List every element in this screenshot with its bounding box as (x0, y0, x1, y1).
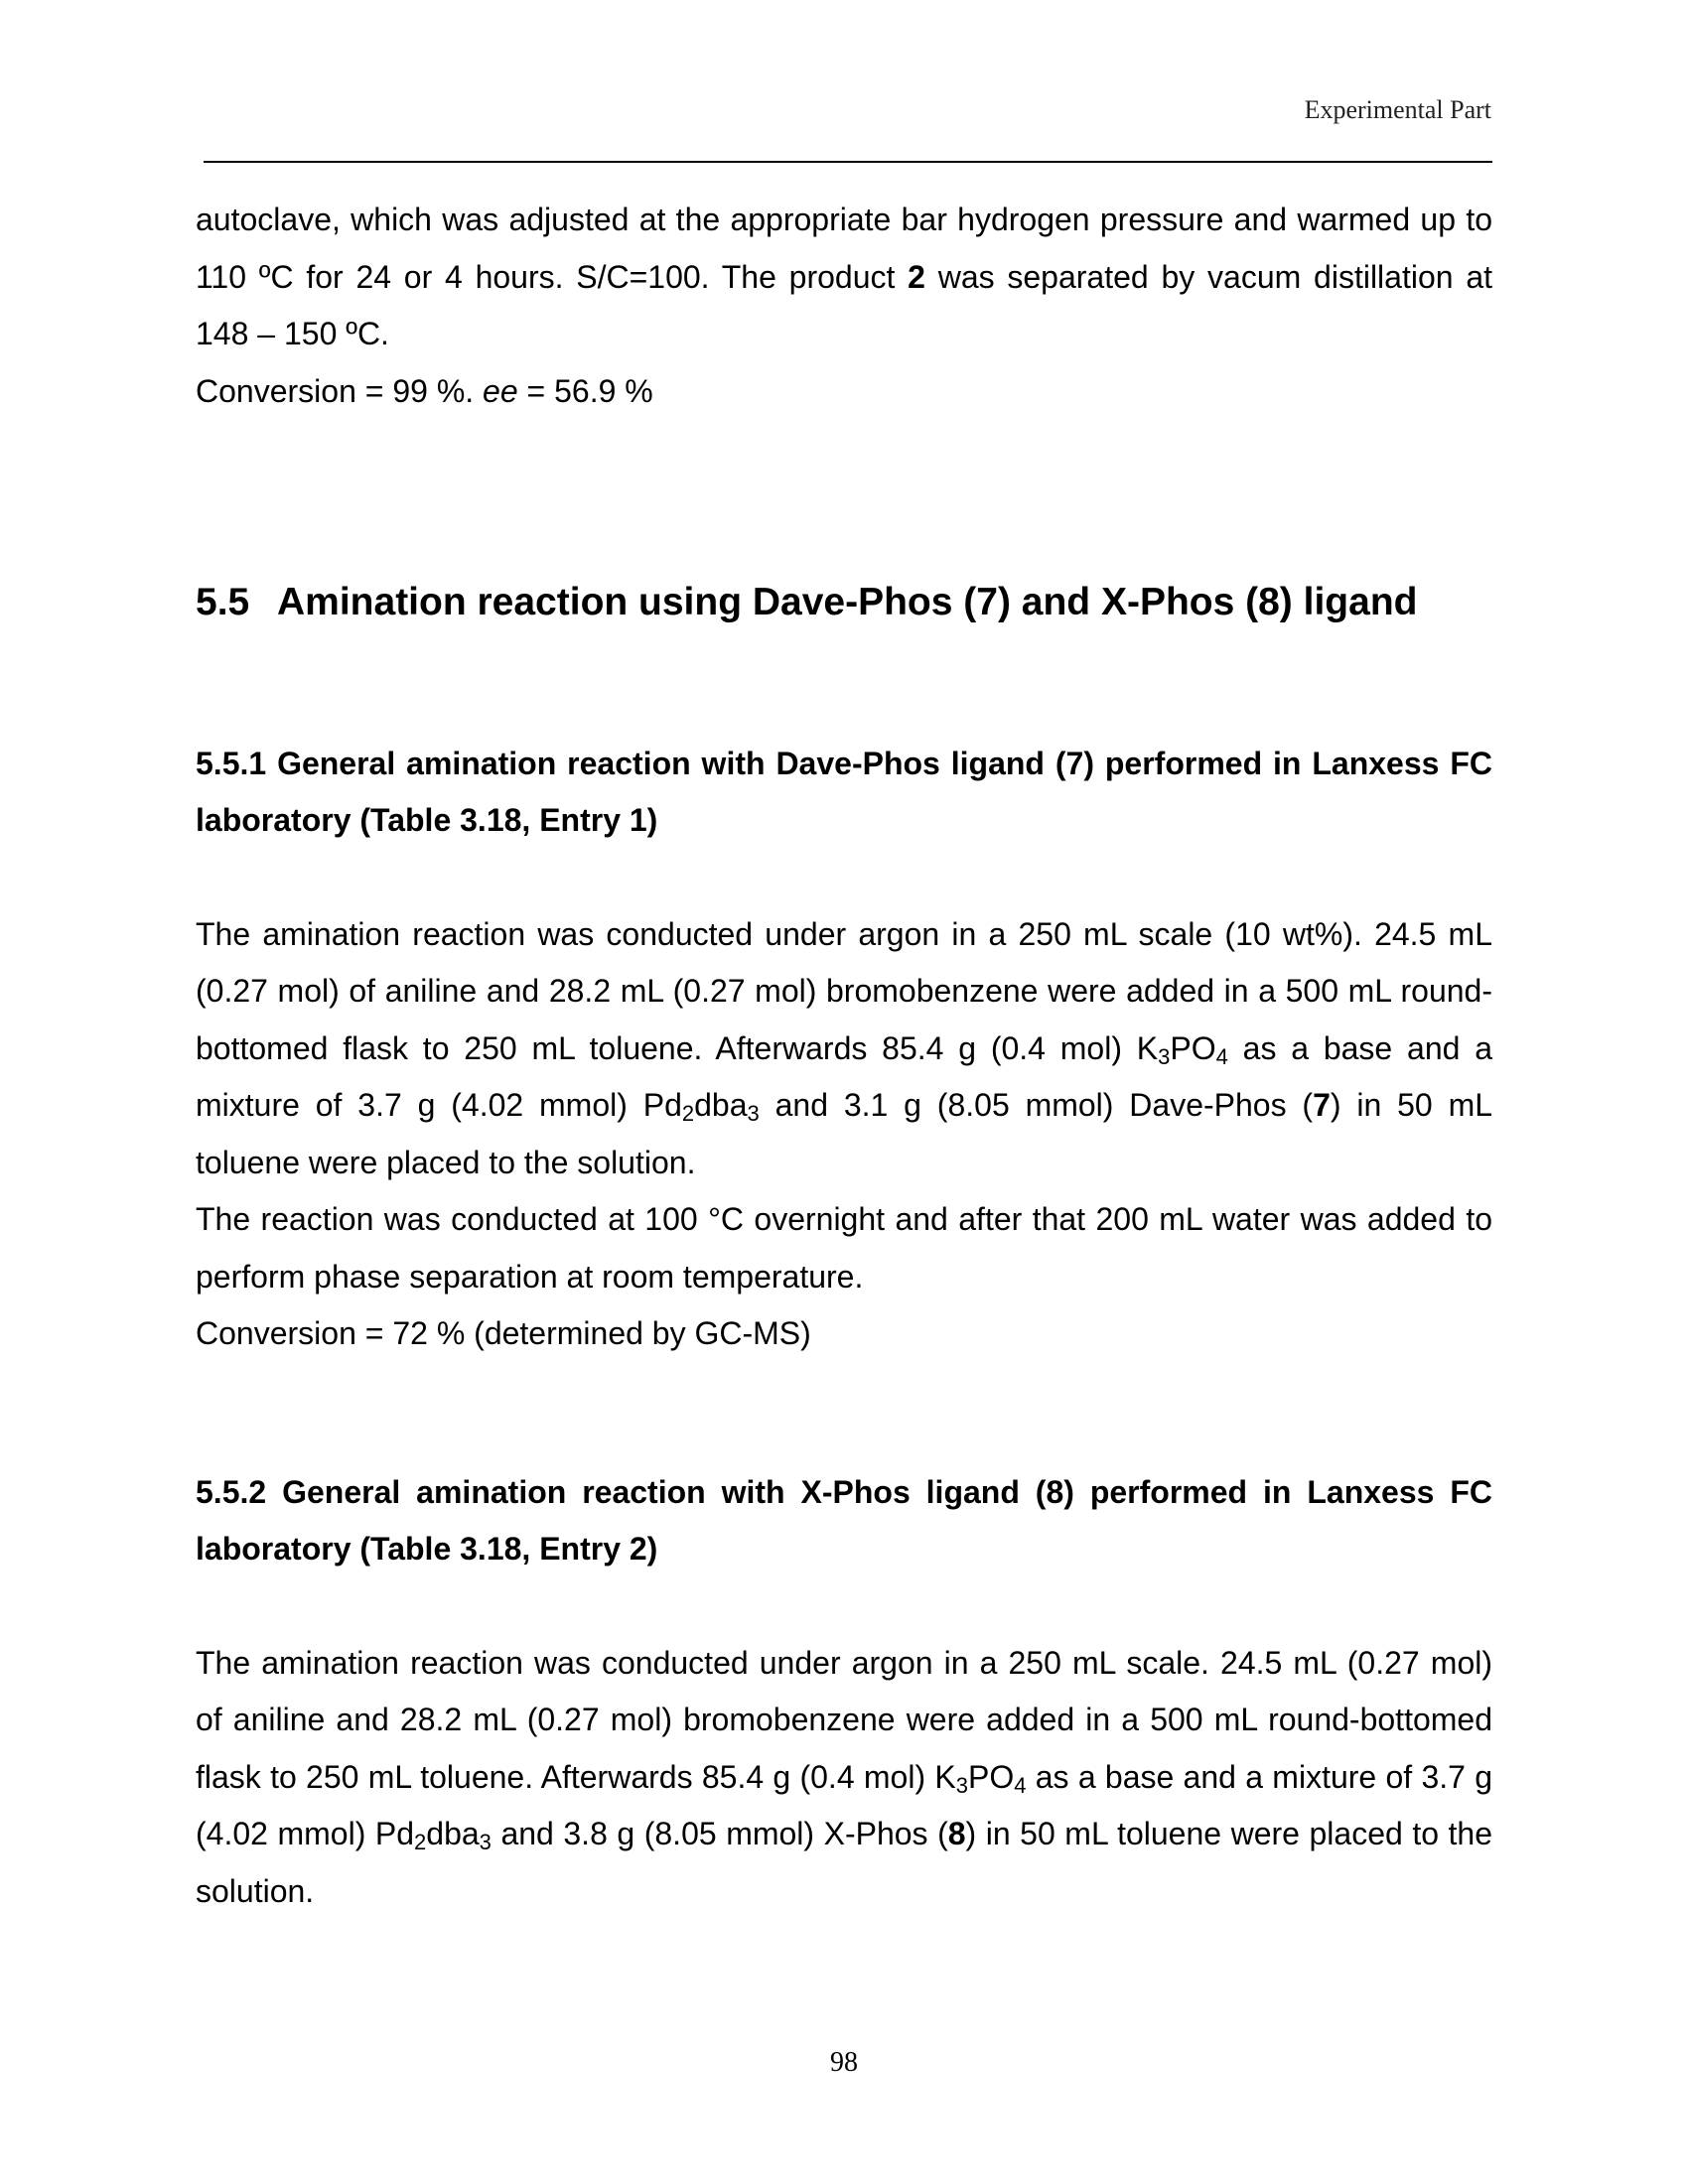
intro-text-b: was separated by vacum distillation at 148 – 150 ºC. (196, 258, 1493, 351)
sub2-text-e: and 3.8 g (8.05 mmol) X-Phos ( (491, 1816, 948, 1851)
subscript: 3 (479, 1830, 492, 1854)
subscript: 3 (747, 1101, 760, 1126)
section-heading (196, 574, 1492, 631)
running-header: Experimental Part (1304, 95, 1491, 124)
intro-conversion (196, 363, 1492, 421)
sub1-text-f: ) in 50 mL toluene were placed to the solution. (196, 1087, 1493, 1180)
ligand-number: 8 (947, 1816, 966, 1851)
intro-text-a: autoclave, which was adjusted at the appropriate bar hydrogen pressure and warmed up to 110 ºC for 24 or 4 hours. S/C=100. The product (196, 202, 1492, 295)
subsection-1-conversion: Conversion = 72 % (determined by GC-MS) (196, 1315, 811, 1351)
sub2-text-b: PO (967, 1758, 1015, 1795)
sub2-text-f: ) in 50 mL toluene were placed to the solution. (196, 1816, 1493, 1909)
sub1-text-e: and 3.1 g (8.05 mmol) Dave-Phos ( (759, 1087, 1314, 1123)
sub2-text-d: dba (426, 1816, 480, 1851)
sub2-text-c: as a base and a mixture of 3.7 g (4.02 mmol) Pd (196, 1758, 1493, 1851)
sub1-text-c: as a base and a mixture of 3.7 g (4.02 mmol) Pd (196, 1029, 1493, 1123)
sub1-text-d: dba (694, 1087, 748, 1123)
section-title: Amination reaction using Dave-Phos (7) and X-Phos (8) ligand (277, 581, 1418, 623)
subscript: 4 (1014, 1772, 1027, 1798)
sub2-text-a: The amination reaction was conducted under argon in a 250 mL scale. 24.5 mL (0.27 mol) of aniline and 28.2 mL (0.27 mol) bromobenzene were added in a 500 mL round-bottomed flask to 250 mL toluene. Afterwards 85.4 g (0.4 mol) K (196, 1644, 1492, 1795)
page-body (196, 192, 1492, 1920)
subsection-heading-1: 5.5.1 General amination reaction with Dave-Phos ligand (7) performed in Lanxess FC laboratory (Table 3.18, Entry 1) (196, 745, 1492, 838)
subscript: 2 (681, 1101, 695, 1126)
subscript: 3 (955, 1772, 968, 1798)
subsection-heading-2: 5.5.2 General amination reaction with X-Phos ligand (8) performed in Lanxess FC laboratory (Table 3.18, Entry 2) (196, 1473, 1492, 1567)
header-divider (204, 161, 1492, 163)
conversion-text: Conversion = 99 %. (196, 372, 484, 409)
ligand-number: 7 (1313, 1087, 1331, 1123)
subsection-1-paragraph (196, 906, 1492, 1192)
section-number: 5.5 (196, 581, 250, 623)
ee-label: ee (483, 372, 518, 409)
subscript: 2 (414, 1830, 427, 1854)
subscript: 4 (1215, 1043, 1228, 1069)
subsection-1-paragraph-2: The reaction was conducted at 100 °C overnight and after that 200 mL water was added to perform phase separation at room temperature. (196, 1201, 1492, 1295)
sub1-text-a: The amination reaction was conducted under argon in a 250 mL scale (10 wt%). 24.5 mL (0.27 mol) of aniline and 28.2 mL (0.27 mol) bromobenzene were added in a 500 mL round-bottomed flask to 250 mL toluene. Afterwards 85.4 g (0.4 mol) K (196, 915, 1492, 1066)
sub1-text-b: PO (1170, 1029, 1216, 1066)
intro-paragraph (196, 192, 1492, 363)
compound-number: 2 (908, 258, 925, 295)
subsection-2-paragraph (196, 1635, 1492, 1921)
subscript: 3 (1158, 1043, 1171, 1069)
ee-value: = 56.9 % (517, 372, 653, 409)
page-number: 98 (830, 2047, 858, 2078)
